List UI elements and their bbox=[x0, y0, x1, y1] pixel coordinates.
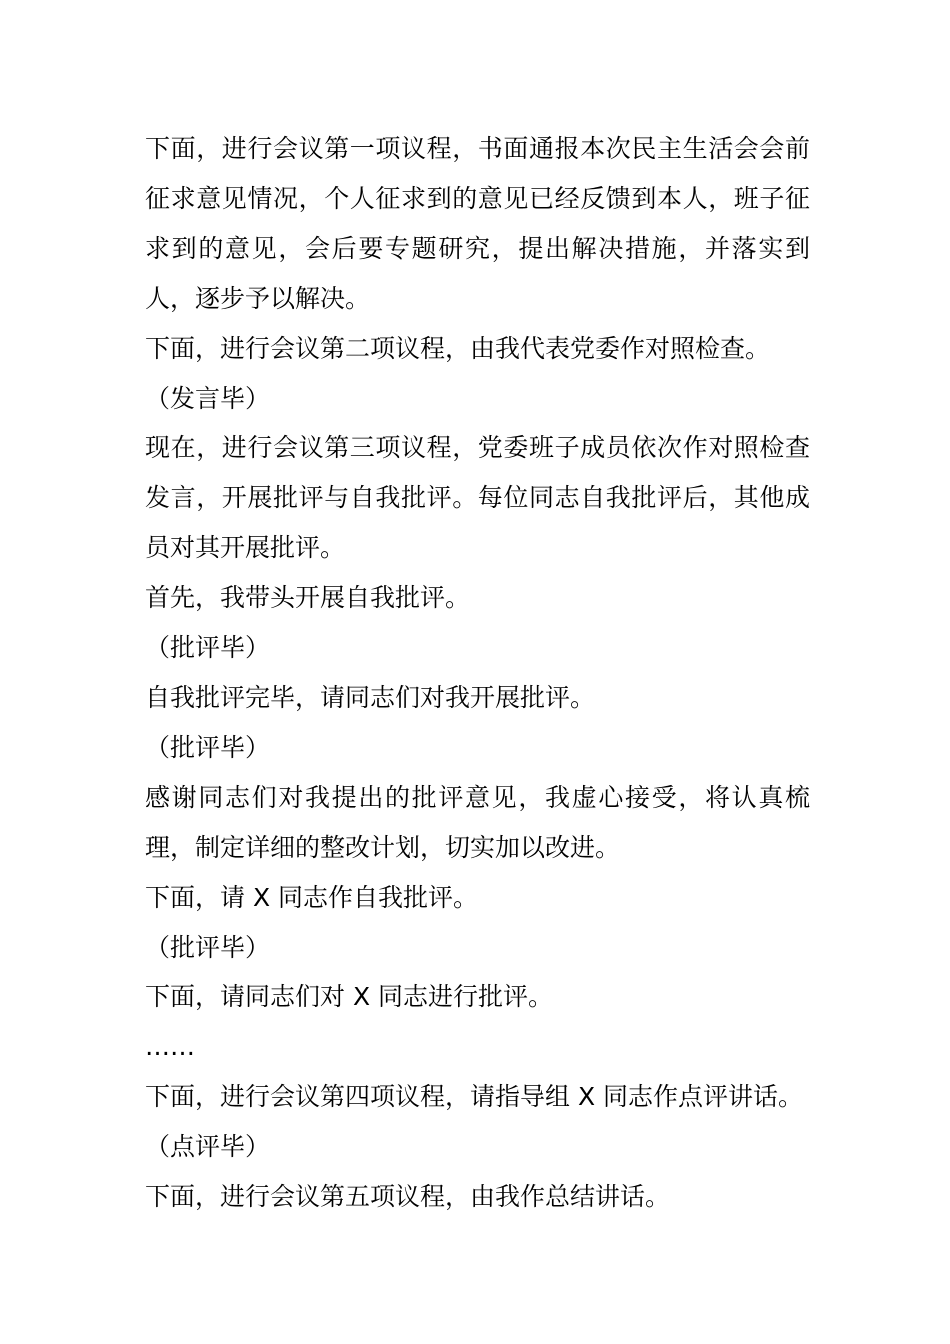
document-body bbox=[145, 124, 810, 1222]
paragraph-x-self-criticism: 下面，请 X 同志作自我批评。 bbox=[145, 882, 479, 912]
paragraph-comment-done: （点评毕） bbox=[145, 1132, 271, 1162]
paragraph-agenda-2: 下面，进行会议第二项议程，由我代表党委作对照检查。 bbox=[145, 333, 771, 363]
paragraph-agenda-1: 下面，进行会议第一项议程，书面通报本次民主生活会会前征求意见情况，个人征求到的意见已经反馈到本人，班子征求到的意见，会后要专题研究，提出解决措施，并落实到人，逐步予以解决。 bbox=[145, 134, 810, 313]
paragraph-criticism-done-3: （批评毕） bbox=[145, 932, 271, 962]
paragraph-ellipsis: …… bbox=[145, 1032, 195, 1062]
paragraph-speech-done: （发言毕） bbox=[145, 383, 271, 413]
paragraph-criticize-x: 下面，请同志们对 X 同志进行批评。 bbox=[145, 982, 554, 1012]
paragraph-self-criticism-first: 首先，我带头开展自我批评。 bbox=[145, 583, 471, 613]
paragraph-criticism-done-1: （批评毕） bbox=[145, 633, 271, 663]
paragraph-agenda-4: 下面，进行会议第四项议程，请指导组 X 同志作点评讲话。 bbox=[145, 1082, 804, 1112]
paragraph-criticism-done-2: （批评毕） bbox=[145, 732, 271, 762]
paragraph-thanks: 感谢同志们对我提出的批评意见，我虚心接受，将认真梳理，制定详细的整改计划，切实加以改进。 bbox=[145, 782, 810, 862]
paragraph-agenda-3: 现在，进行会议第三项议程，党委班子成员依次作对照检查发言，开展批评与自我批评。每位同志自我批评后，其他成员对其开展批评。 bbox=[145, 433, 810, 563]
paragraph-agenda-5: 下面，进行会议第五项议程，由我作总结讲话。 bbox=[145, 1182, 671, 1212]
paragraph-invite-criticism: 自我批评完毕，请同志们对我开展批评。 bbox=[145, 682, 596, 712]
